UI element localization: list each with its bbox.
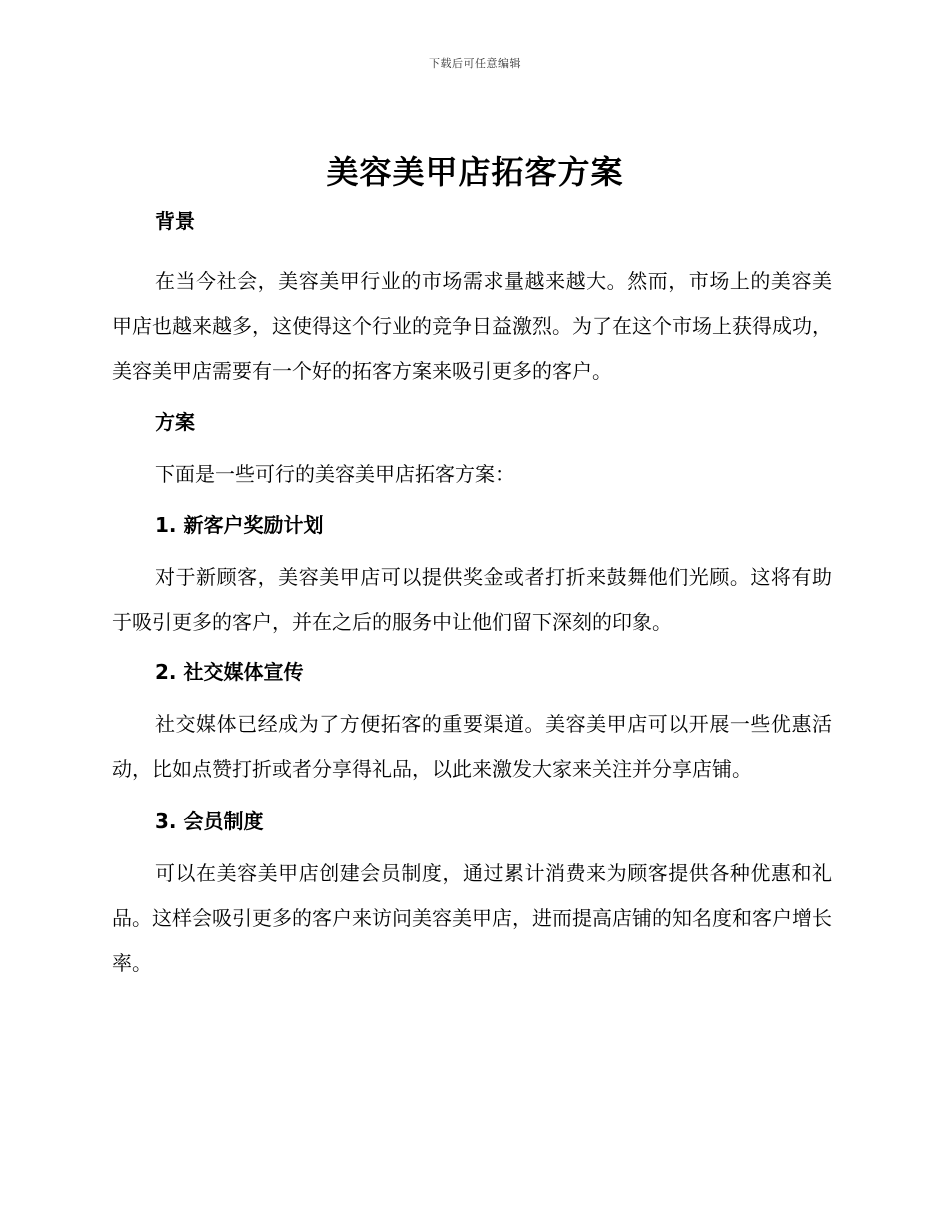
- paragraph-new-customer-rewards: 对于新顾客，美容美甲店可以提供奖金或者打折来鼓舞他们光顾。这将有助于吸引更多的客户，并在之后的服务中让他们留下深刻的印象。: [112, 565, 832, 634]
- item-heading-membership: 3. 会员制度: [155, 809, 264, 833]
- section-heading-plan: 方案: [155, 410, 195, 434]
- item-heading-social-media: 2. 社交媒体宣传: [155, 660, 304, 684]
- header-note: 下载后可任意编辑: [429, 57, 521, 70]
- item-heading-new-customer-rewards: 1. 新客户奖励计划: [155, 513, 324, 537]
- paragraph-plan-intro: 下面是一些可行的美容美甲店拓客方案：: [155, 462, 515, 486]
- section-heading-background: 背景: [155, 209, 195, 233]
- paragraph-social-media: 社交媒体已经成为了方便拓客的重要渠道。美容美甲店可以开展一些优惠活动，比如点赞打折或者分享得礼品，以此来激发大家来关注并分享店铺。: [112, 712, 832, 781]
- document-title: 美容美甲店拓客方案: [326, 153, 624, 191]
- document-body: [112, 196, 832, 986]
- paragraph-background: 在当今社会，美容美甲行业的市场需求量越来越大。然而，市场上的美容美甲店也越来越多，这使得这个行业的竞争日益激烈。为了在这个市场上获得成功，美容美甲店需要有一个好的拓客方案来吸引更多的客户。: [112, 269, 832, 383]
- paragraph-membership: 可以在美容美甲店创建会员制度，通过累计消费来为顾客提供各种优惠和礼品。这样会吸引更多的客户来访问美容美甲店，进而提高店铺的知名度和客户增长率。: [112, 861, 832, 975]
